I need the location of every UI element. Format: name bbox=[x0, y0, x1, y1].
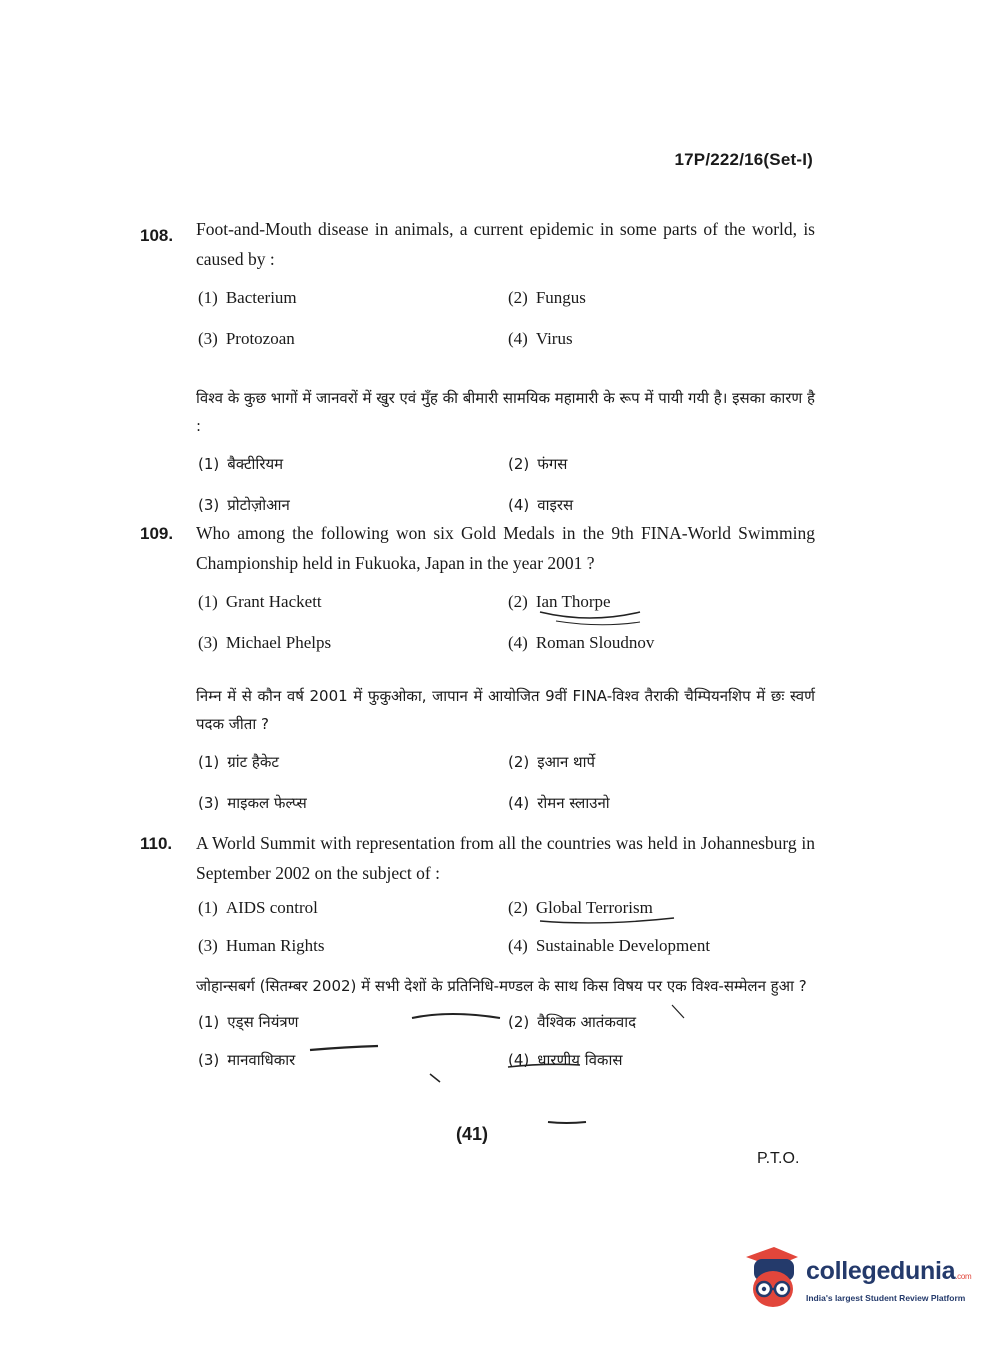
option-3: (3) Protozoan bbox=[198, 329, 295, 348]
option-2-hindi: (2) इआन थार्पे bbox=[508, 753, 596, 771]
option-4-hindi: (4) रोमन स्लाउनो bbox=[508, 794, 610, 812]
pto-label: P.T.O. bbox=[757, 1150, 800, 1167]
option-4: (4) Virus bbox=[508, 329, 573, 348]
option-1: (1) Bacterium bbox=[198, 288, 297, 307]
question-text-hindi: विश्व के कुछ भागों में जानवरों में खुर एवं मुँह की बीमारी सामयिक महामारी के रूप में पायी गयी है। इसका कारण है : bbox=[196, 389, 815, 435]
brand-tagline: India's largest Student Review Platform bbox=[806, 1293, 966, 1303]
stroke-mark-2 bbox=[548, 1122, 586, 1123]
option-3-hindi: (3) प्रोटोज़ोआन bbox=[198, 496, 290, 514]
student-mascot-icon bbox=[740, 1245, 802, 1311]
option-1: (1) AIDS control bbox=[198, 898, 318, 917]
option-2: (2) Fungus bbox=[508, 288, 586, 307]
option-3-hindi: (3) मानवाधिकार bbox=[198, 1051, 296, 1069]
options-hindi bbox=[196, 1000, 815, 1086]
option-2-hindi: (2) वैश्विक आतंकवाद bbox=[508, 1013, 637, 1031]
page-number: (41) bbox=[456, 1124, 489, 1144]
collegedunia-logo bbox=[740, 1245, 975, 1315]
question-text: Who among the following won six Gold Medals in the 9th FINA-World Swimming Championship held in Fukuoka, Japan in the year 2001 ? bbox=[196, 523, 815, 573]
options-english bbox=[196, 274, 815, 356]
option-3: (3) Human Rights bbox=[198, 936, 325, 955]
option-3: (3) Michael Phelps bbox=[198, 633, 332, 652]
option-4: (4) Roman Sloudnov bbox=[508, 633, 655, 652]
option-1-hindi: (1) बैक्टीरियम bbox=[198, 455, 284, 473]
option-1-hindi: (1) एड्स नियंत्रण bbox=[198, 1013, 299, 1031]
question-text-hindi: जोहान्सबर्ग (सितम्बर 2002) में सभी देशों के प्रतिनिधि-मण्डल के साथ किस विषय पर एक विश्व-सम्मेलन हुआ ? bbox=[196, 977, 807, 995]
question-text-hindi: निम्न में से कौन वर्ष 2001 में फुकुओका, जापान में आयोजित 9वीं FINA-विश्व तैराकी चैम्पियनशिप में छः स्वर्ण पदक जीता ? bbox=[196, 687, 815, 733]
option-1-hindi: (1) ग्रांट हैकेट bbox=[198, 753, 279, 771]
question-109 bbox=[140, 518, 815, 824]
option-2: (2) Ian Thorpe bbox=[508, 592, 611, 611]
option-2-hindi: (2) फंगस bbox=[508, 455, 568, 473]
question-text: A World Summit with representation from all the countries was held in Johannesburg in September 2002 on the subject of : bbox=[196, 833, 815, 883]
option-1: (1) Grant Hackett bbox=[198, 592, 322, 611]
question-110 bbox=[140, 828, 815, 1086]
question-108 bbox=[140, 214, 815, 526]
question-number: 109. bbox=[140, 524, 174, 543]
options-hindi bbox=[196, 440, 815, 526]
option-4: (4) Sustainable Development bbox=[508, 936, 711, 955]
option-2: (2) Global Terrorism bbox=[508, 898, 653, 917]
options-english bbox=[196, 888, 815, 960]
option-4-hindi: (4) वाइरस bbox=[508, 496, 574, 514]
paper-code: 17P/222/16(Set-I) bbox=[674, 150, 813, 169]
option-4-hindi: (4) धारणीय विकास bbox=[508, 1051, 623, 1069]
option-3-hindi: (3) माइकल फेल्प्स bbox=[198, 794, 307, 812]
question-number: 108. bbox=[140, 226, 174, 245]
options-english bbox=[196, 578, 815, 660]
options-hindi bbox=[196, 738, 815, 824]
question-number: 110. bbox=[140, 834, 173, 853]
question-text: Foot-and-Mouth disease in animals, a current epidemic in some parts of the world, is caused by : bbox=[196, 219, 815, 269]
brand-name: collegedunia.com bbox=[806, 1257, 972, 1285]
